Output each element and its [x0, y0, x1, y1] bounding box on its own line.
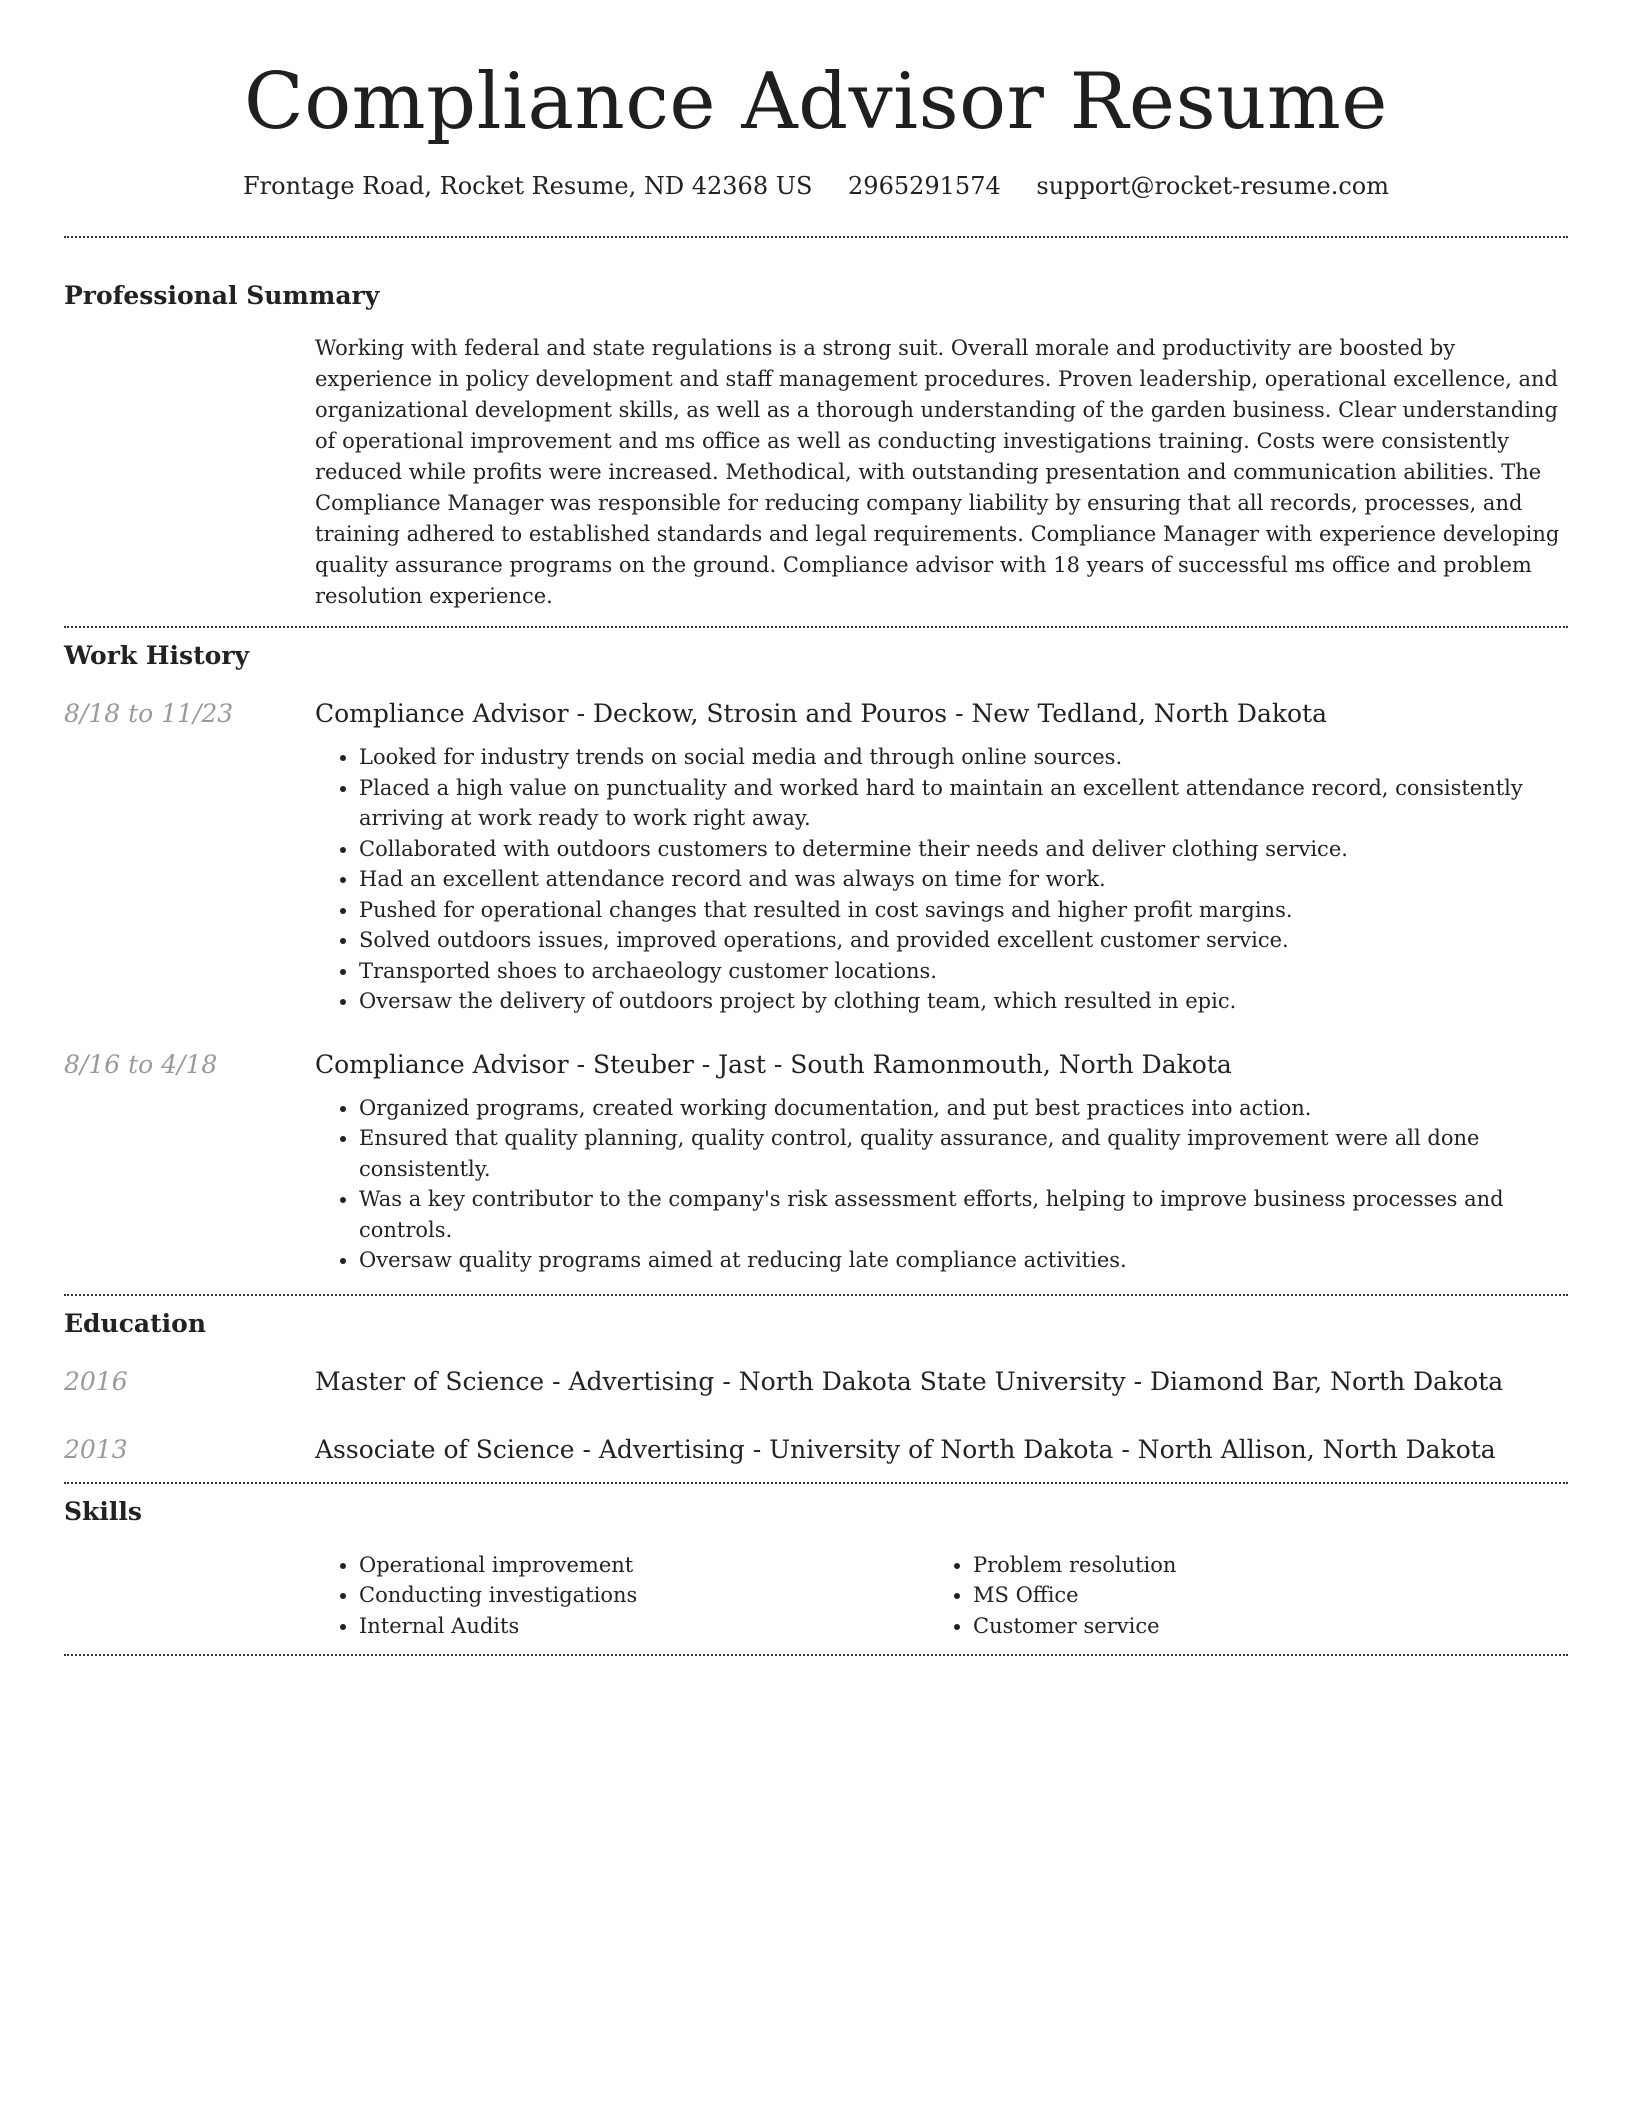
list-item: • Ensured that quality planning, quality control, quality assurance, and quality improvement were all done consistently. [359, 1123, 1568, 1184]
education-degree: Master of Science - Advertising - North Dakota State University - Diamond Bar, North Dakota [315, 1366, 1504, 1396]
list-item: • Pushed for operational changes that resulted in cost savings and higher profit margins. [359, 895, 1568, 926]
resume-title: Compliance Advisor Resume [244, 57, 1388, 147]
education-entry [64, 1434, 1568, 1466]
job-dates: 8/16 to 4/18 [64, 1049, 218, 1079]
education-degree: Associate of Science - Advertising - University of North Dakota - North Allison, North Dakota [315, 1434, 1496, 1464]
education-year: 2016 [64, 1366, 128, 1396]
list-item: • Solved outdoors issues, improved operations, and provided excellent customer service. [359, 925, 1568, 956]
skills-heading: Skills [64, 1496, 142, 1526]
summary-text: Working with federal and state regulations is a strong suit. Overall morale and productivity are boosted by experience in policy development and staff management procedures. Proven leadership, operational excellence, and organizational development skills, as well as a thorough understanding of the garden business. Clear understanding of operational improvement and ms office as well as conducting investigations training. Costs were consistently reduced while profits were increased. Methodical, with outstanding presentation and communication abilities. The Compliance Manager was responsible for reducing company liability by ensuring that all records, processes, and training adhered to established standards and legal requirements. Compliance Manager with experience developing quality assurance programs on the ground. Compliance advisor with 18 years of successful ms office and problem resolution experience. [315, 336, 1560, 608]
contact-phone: 2965291574 [848, 172, 1001, 200]
skills-list-right [929, 1550, 1543, 1642]
list-item: • Problem resolution [973, 1550, 1543, 1581]
job-entry [64, 1049, 1568, 1276]
job-bullets [315, 742, 1568, 1017]
list-item: • Operational improvement [359, 1550, 929, 1581]
skills-left-spacer [64, 1550, 315, 1642]
contact-line [64, 170, 1568, 202]
work-history-heading: Work History [64, 641, 250, 670]
list-item: • Was a key contributor to the company's risk assessment efforts, helping to improve business processes and controls. [359, 1184, 1568, 1245]
summary-left-spacer [64, 333, 315, 612]
contact-email: support@rocket-resume.com [1036, 172, 1389, 200]
work-history-section [64, 628, 1568, 1276]
job-entry [64, 698, 1568, 1017]
skills-section [64, 1484, 1568, 1642]
summary-section [64, 238, 1568, 612]
skills-columns [315, 1550, 1568, 1642]
skills-list-left [315, 1550, 929, 1642]
education-entry [64, 1366, 1568, 1398]
education-year: 2013 [64, 1434, 128, 1464]
list-item: • Oversaw the delivery of outdoors project by clothing team, which resulted in epic. [359, 986, 1568, 1017]
list-item: • Internal Audits [359, 1611, 929, 1642]
job-dates: 8/18 to 11/23 [64, 699, 234, 728]
resume-page [64, 0, 1568, 1656]
section-divider [64, 1654, 1568, 1656]
job-bullets [315, 1093, 1568, 1276]
list-item: • Collaborated with outdoors customers to determine their needs and deliver clothing service. [359, 834, 1568, 865]
summary-heading: Professional Summary [64, 281, 380, 310]
list-item: • Conducting investigations [359, 1580, 929, 1611]
job-title: Compliance Advisor - Deckow, Strosin and Pouros - New Tedland, North Dakota [315, 699, 1327, 728]
education-heading: Education [64, 1308, 207, 1338]
list-item: • Placed a high value on punctuality and worked hard to maintain an excellent attendance record, consistently arriving at work ready to work right away. [359, 773, 1568, 834]
list-item: • Transported shoes to archaeology customer locations. [359, 956, 1568, 987]
list-item: • Organized programs, created working documentation, and put best practices into action. [359, 1093, 1568, 1124]
education-section [64, 1296, 1568, 1466]
contact-address: Frontage Road, Rocket Resume, ND 42368 US [243, 172, 813, 200]
list-item: • Looked for industry trends on social media and through online sources. [359, 742, 1568, 773]
list-item: • MS Office [973, 1580, 1543, 1611]
list-item: • Oversaw quality programs aimed at reducing late compliance activities. [359, 1245, 1568, 1276]
list-item: • Had an excellent attendance record and was always on time for work. [359, 864, 1568, 895]
job-title: Compliance Advisor - Steuber - Jast - South Ramonmouth, North Dakota [315, 1049, 1232, 1079]
list-item: • Customer service [973, 1611, 1543, 1642]
